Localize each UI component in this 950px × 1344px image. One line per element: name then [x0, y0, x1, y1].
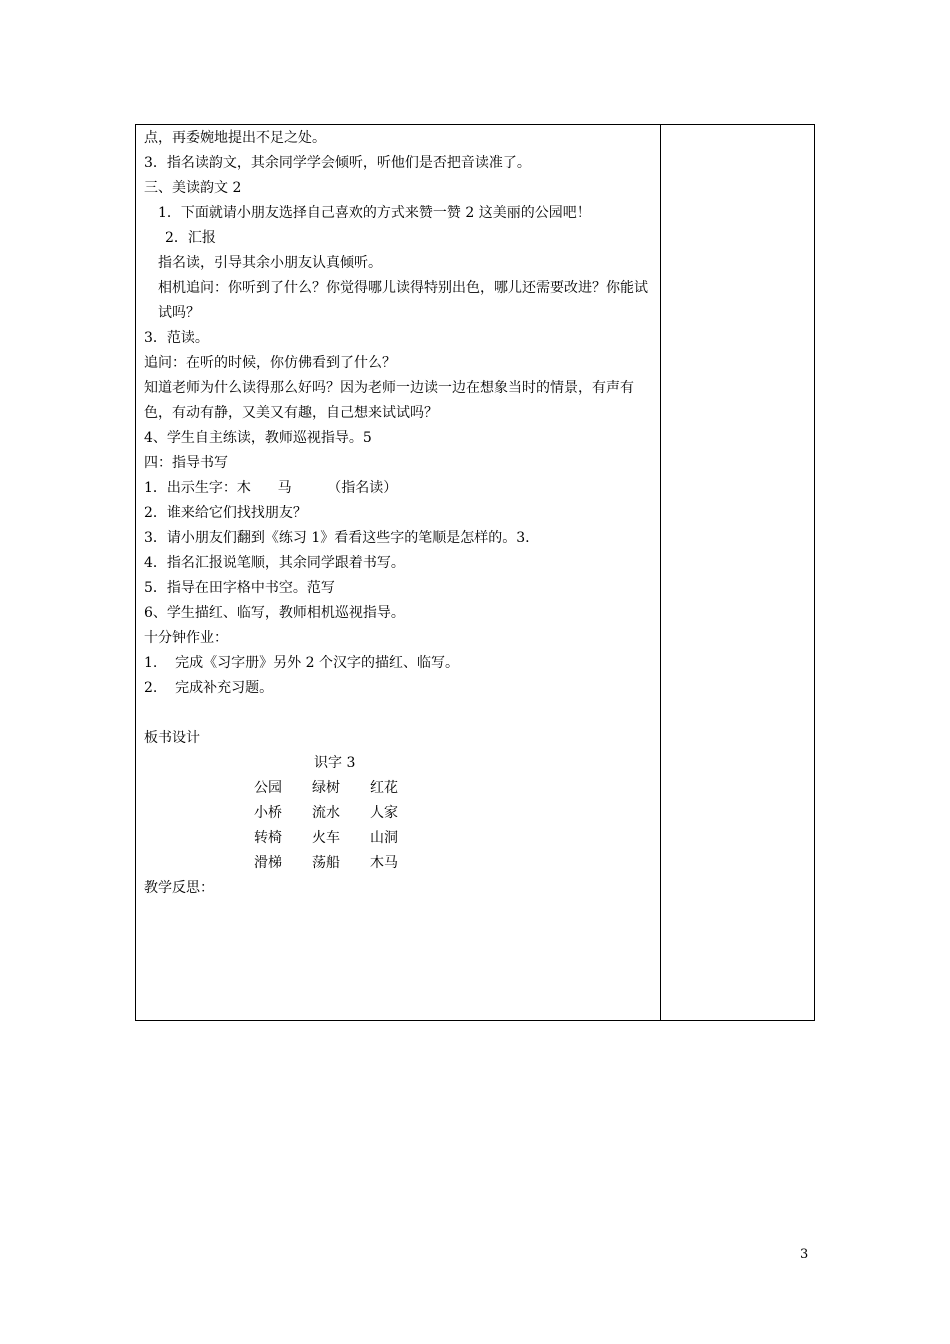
board-title: 识字 3 — [314, 755, 356, 771]
blank-line — [144, 701, 654, 726]
board-row — [144, 801, 654, 826]
board-word: 流水 — [312, 805, 340, 821]
lesson-content — [144, 126, 654, 901]
board-row — [144, 826, 654, 851]
board-word: 红花 — [370, 780, 398, 796]
text-paragraph: 相机追问：你听到了什么？你觉得哪儿读得特别出色，哪儿还需要改进？你能试试吗？ — [158, 280, 648, 321]
text-line: 指名读，引导其余小朋友认真倾听。 — [158, 255, 382, 271]
board-word: 绿树 — [312, 780, 340, 796]
board-word: 公园 — [254, 780, 282, 796]
text-line: 十分钟作业： — [144, 630, 228, 646]
board-row — [144, 851, 654, 876]
board-row — [144, 776, 654, 801]
text-line: 4、学生自主练读，教师巡视指导。5 — [144, 430, 372, 446]
section-heading: 三、美读韵文 2 — [144, 180, 242, 196]
section-heading: 四：指导书写 — [144, 455, 228, 471]
text-line: 6、学生描红、临写，教师相机巡视指导。 — [144, 605, 405, 621]
board-word: 火车 — [312, 830, 340, 846]
board-word: 小桥 — [254, 805, 282, 821]
text-line: 3．指名读韵文，其余同学学会倾听，听他们是否把音读准了。 — [144, 155, 531, 171]
board-word: 木马 — [370, 855, 398, 871]
board-word: 滑梯 — [254, 855, 282, 871]
column-divider — [660, 125, 661, 1020]
board-word: 山洞 — [370, 830, 398, 846]
text-line: 1．出示生字：木 马 （指名读） — [144, 480, 398, 496]
text-line: 1. 完成《习字册》另外 2 个汉字的描红、临写。 — [144, 655, 459, 671]
lesson-table — [135, 124, 815, 1021]
board-word: 转椅 — [254, 830, 282, 846]
text-line: 2．汇报 — [165, 230, 216, 246]
board-word: 荡船 — [312, 855, 340, 871]
board-word: 人家 — [370, 805, 398, 821]
reflection-label: 教学反思： — [144, 880, 214, 896]
text-line: 3．请小朋友们翻到《练习 1》看看这些字的笔顺是怎样的。3. — [144, 530, 530, 546]
board-design-label: 板书设计 — [144, 730, 200, 746]
text-line: 追问：在听的时候，你仿佛看到了什么？ — [144, 355, 396, 371]
text-line: 3．范读。 — [144, 330, 209, 346]
text-line: 5．指导在田字格中书空。范写 — [144, 580, 335, 596]
text-line: 点，再委婉地提出不足之处。 — [144, 130, 326, 146]
text-paragraph: 1．下面就请小朋友选择自己喜欢的方式来赞一赞 2 这美丽的公园吧！ — [158, 205, 591, 221]
text-line: 2. 完成补充习题。 — [144, 680, 274, 696]
text-line: 4．指名汇报说笔顺，其余同学跟着书写。 — [144, 555, 405, 571]
text-paragraph: 知道老师为什么读得那么好吗？因为老师一边读一边在想象当时的情景，有声有色，有动有静，又美又有趣，自己想来试试吗？ — [144, 380, 634, 421]
page-number: 3 — [800, 1247, 809, 1262]
text-line: 2．谁来给它们找找朋友？ — [144, 505, 307, 521]
